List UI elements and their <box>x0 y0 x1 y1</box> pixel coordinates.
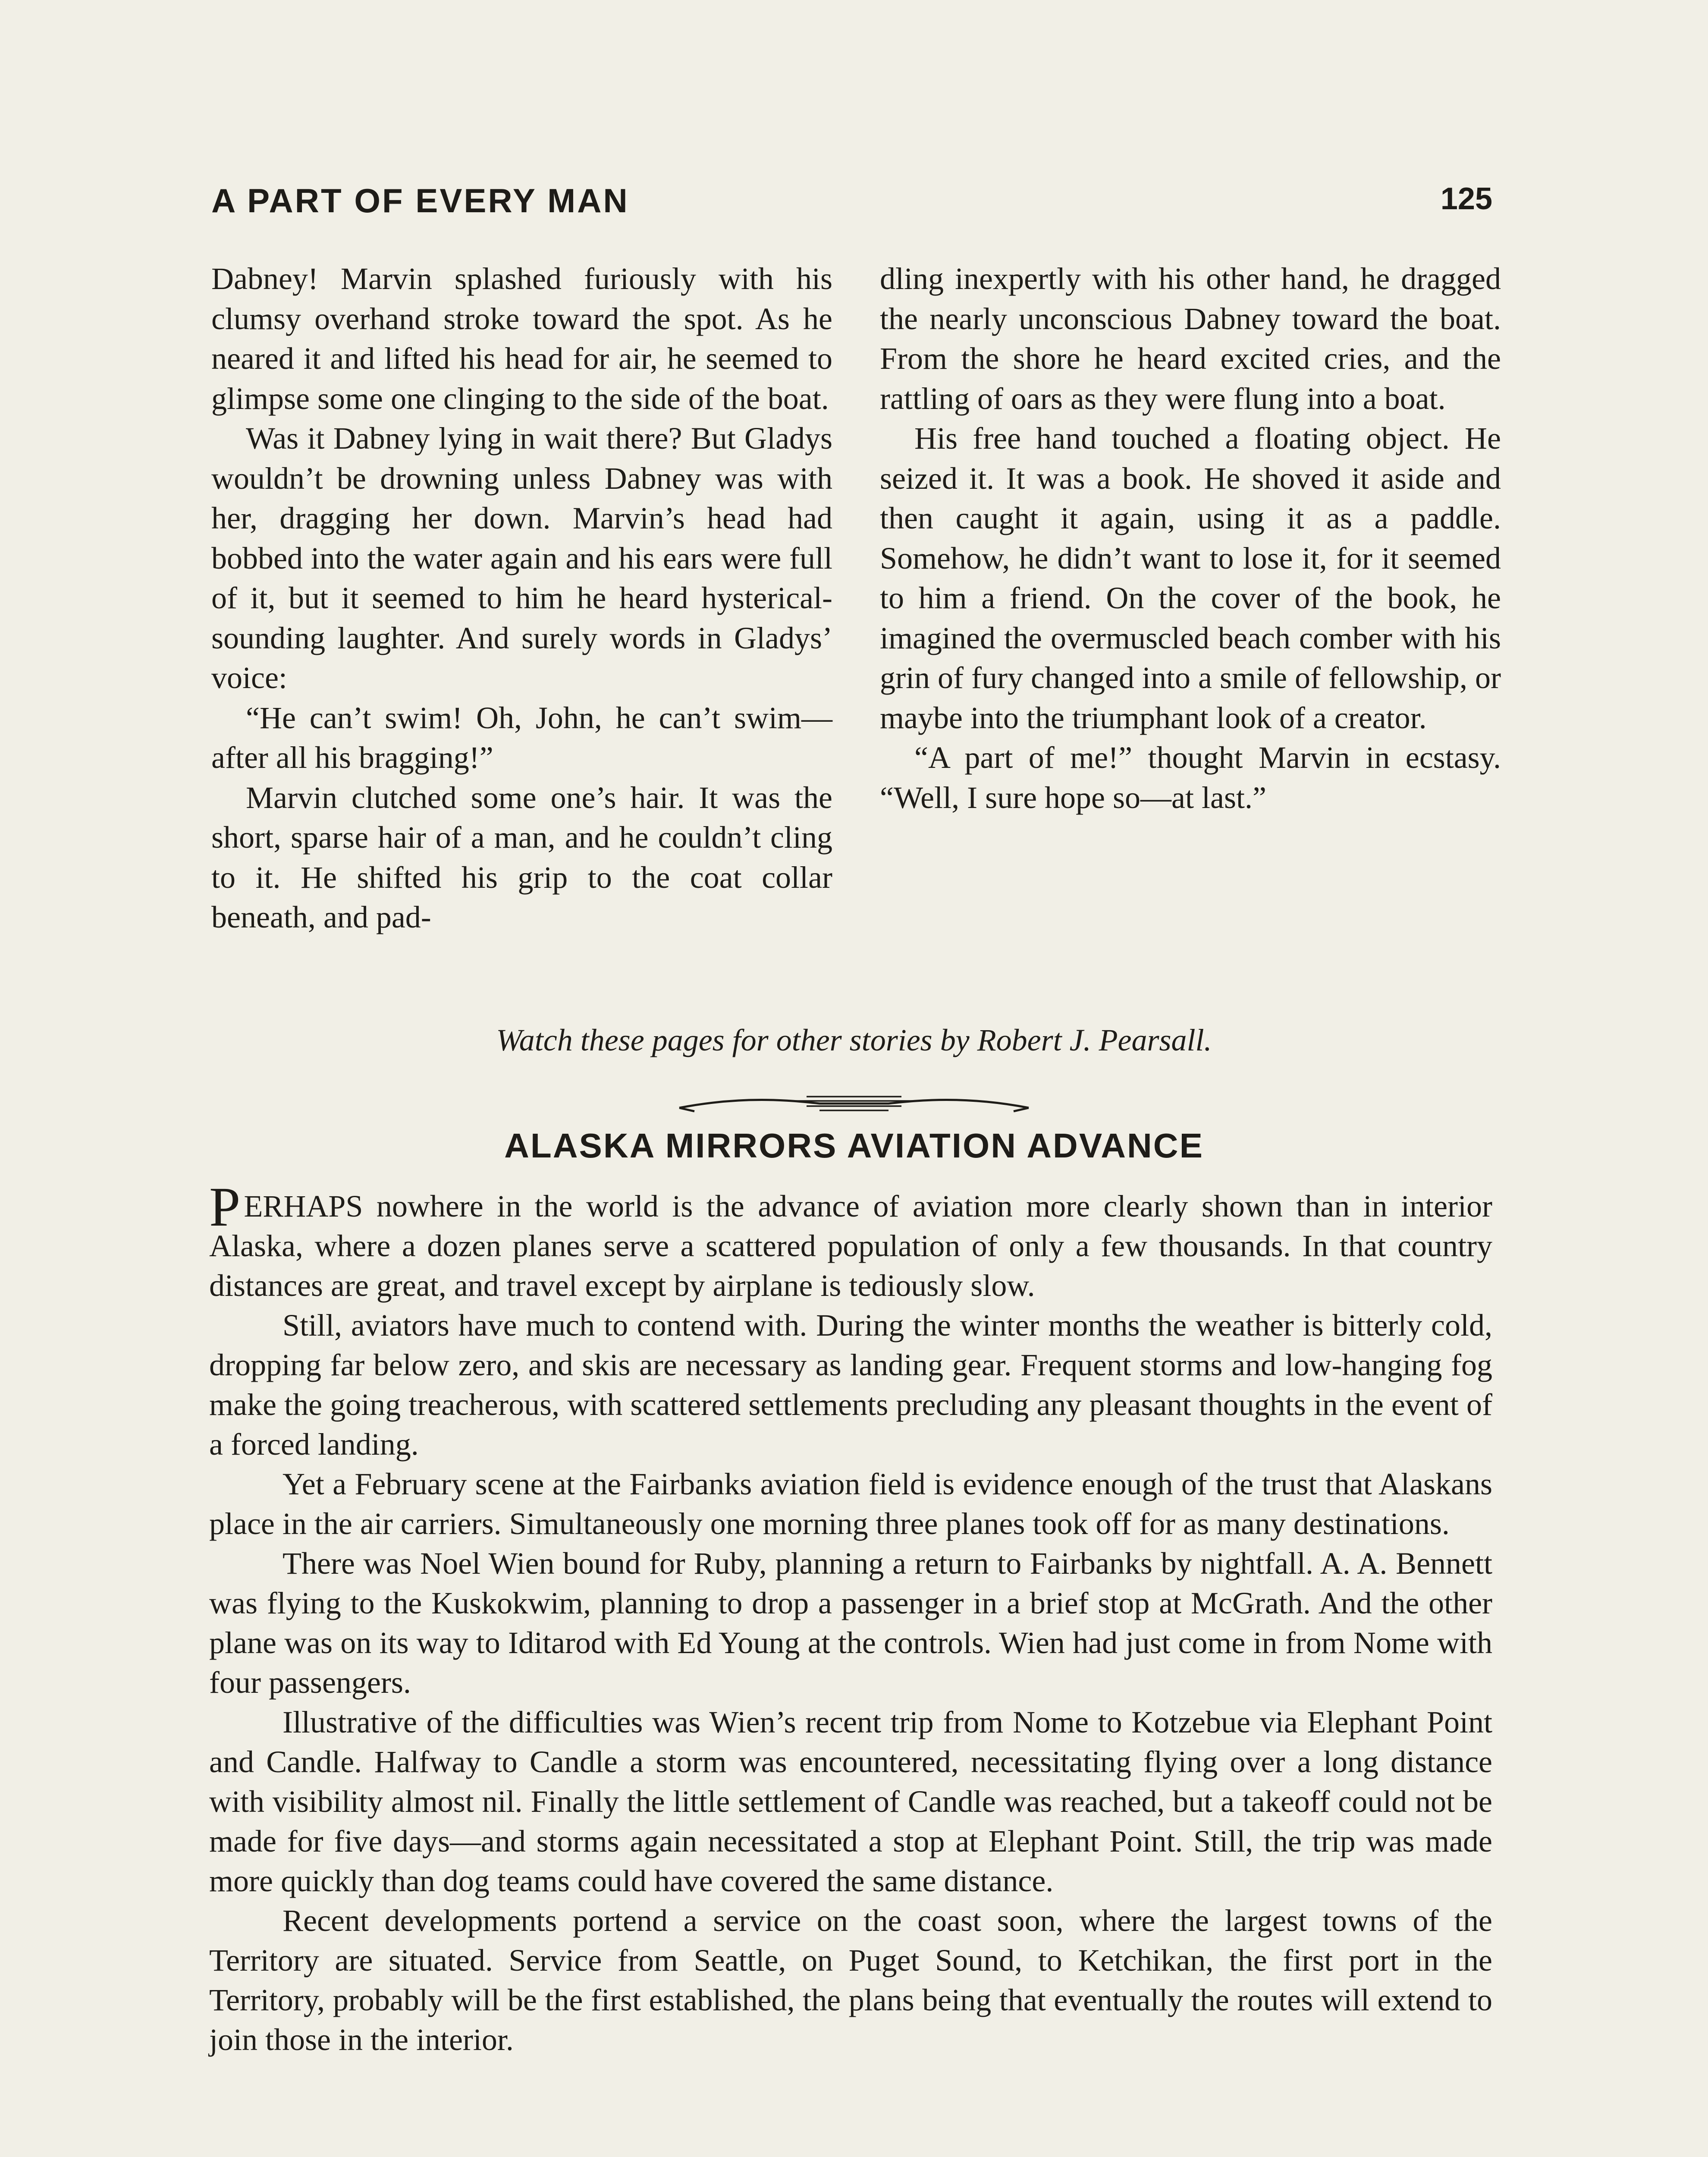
story-paragraph: “He can’t swim! Oh, John, he can’t swim—after all his bragging!” <box>211 700 832 775</box>
page-number: 125 <box>1440 182 1492 216</box>
article-paragraph: Recent developments portend a service on the coast soon, where the largest towns of the Territory are situated. Service from Seattle, on Puget Sound, to Ketchikan, the first port in the Territory, probably will be the first established, the plans being that eventually the routes will extend to join those in the interior. <box>209 1903 1492 2057</box>
story-paragraph: Marvin clutched some one’s hair. It was the short, sparse hair of a man, and he couldn’t cling to it. He shifted his grip to the coat collar beneath, and pad- <box>211 780 832 934</box>
story-paragraph: dling inexpertly with his other hand, he dragged the nearly unconscious Dabney toward the boat. From the shore he heard excited cries, and the rattling of oars as they were flung into a boat. <box>880 261 1501 416</box>
story-paragraph: Was it Dabney lying in wait there? But Gladys wouldn’t be drowning unless Dabney was with her, dragging her down. Marvin’s head had bobbed into the water again and his ears were full of it, but it seemed to him he heard hysterical-sounding laughter. And surely words in Gladys’ voice: <box>211 421 832 695</box>
article-paragraph: Yet a February scene at the Fairbanks aviation field is evidence enough of the trust that Alaskans place in the air carriers. Simultaneously one morning three planes took off for as many destinations. <box>209 1467 1492 1541</box>
article-paragraph: There was Noel Wien bound for Ruby, planning a return to Fairbanks by nightfall. A. A. Bennett was flying to the Kuskokwim, planning to drop a passenger in a brief stop at McGrath. And the other plane was on its way to Iditarod with Ed Young at the controls. Wien had just come in from Nome with four passengers. <box>209 1546 1492 1700</box>
story-paragraph: “A part of me!” thought Marvin in ecstasy. “Well, I sure hope so—at last.” <box>880 740 1501 815</box>
running-title: A PART OF EVERY MAN <box>211 182 629 220</box>
article-body <box>209 1176 1492 2060</box>
article-paragraph <box>209 1176 1492 1305</box>
story-paragraph: Dabney! Marvin splashed furiously with his clumsy overhand stroke toward the spot. As he neared it and lifted his head for air, he seemed to glimpse some one clinging to the side of the boat. <box>211 261 832 416</box>
right-column <box>880 259 1501 818</box>
ornament-divider <box>677 1087 1031 1117</box>
running-head <box>211 177 1492 229</box>
article-paragraph: Still, aviators have much to contend with. During the winter months the weather is bitterly cold, dropping far below zero, and skis are necessary as landing gear. Frequent storms and low-hanging fog make the going treacherous, with scattered settlements precluding any pleasant thoughts in the event of a forced landing. <box>209 1308 1492 1462</box>
article-headline: ALASKA MIRRORS AVIATION ADVANCE <box>504 1126 1204 1165</box>
story-paragraph: His free hand touched a floating object. He seized it. It was a book. He shoved it aside and then caught it again, using it as a paddle. Somehow, he didn’t want to lose it, for it seemed to him a friend. On the cover of the book, he imagined the overmuscled beach comber with his grin of fury changed into a smile of fellowship, or maybe into the triumphant look of a creator. <box>880 421 1501 735</box>
left-column <box>211 259 832 937</box>
story-teaser: Watch these pages for other stories by Robert J. Pearsall. <box>496 1023 1212 1057</box>
first-paragraph-text: ERHAPS nowhere in the world is the advance of aviation more clearly shown than in interior Alaska, where a dozen planes serve a scattered population of only a few thousands. In that country distances are great, and travel except by airplane is tediously slow. <box>209 1189 1492 1303</box>
story-columns <box>211 259 1501 1035</box>
drop-cap: P <box>209 1176 241 1238</box>
article-paragraph: Illustrative of the difficulties was Wien’s recent trip from Nome to Kotzebue via Elephant Point and Candle. Halfway to Candle a storm was encountered, necessitating flying over a long distance with visibility almost nil. Finally the little settlement of Candle was reached, but a takeoff could not be made for five days—and storms again necessitated a stop at Elephant Point. Still, the trip was made more quickly than dog teams could have covered the same distance. <box>209 1705 1492 1898</box>
